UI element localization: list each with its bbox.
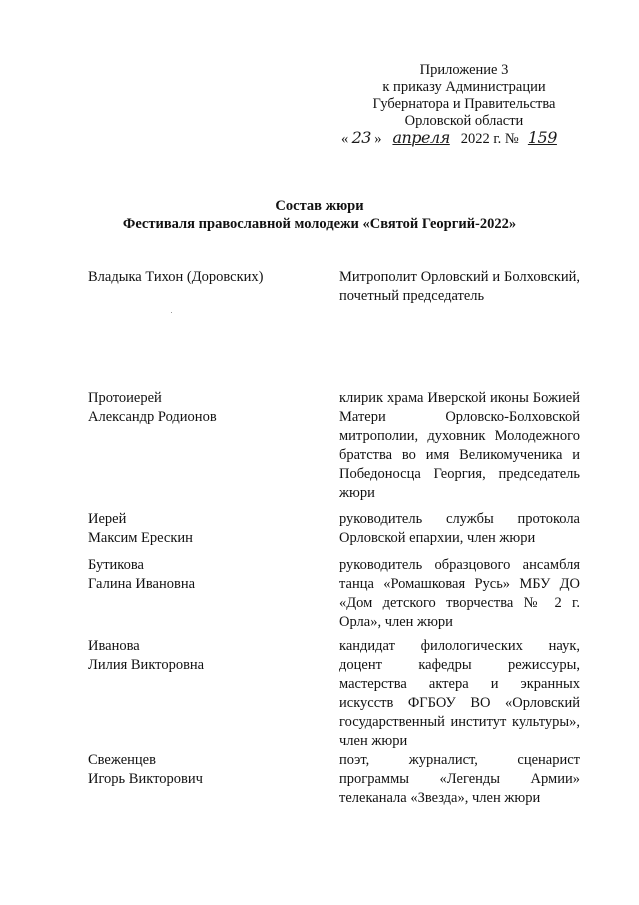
jury-member xyxy=(88,556,580,634)
member-name-line: Игорь Викторович xyxy=(88,771,203,787)
member-name xyxy=(88,637,298,675)
member-name-line: Иванова xyxy=(88,638,140,654)
handwritten-order-number: 159 xyxy=(527,128,557,147)
member-name-line: Лилия Викторовна xyxy=(88,657,205,673)
member-name-line: Бутикова xyxy=(88,557,144,573)
handwritten-day: 23 xyxy=(351,128,371,147)
member-role: поэт, журналист, сценарист программы «Легенды Армии» телеканала «Звезда», член жюри xyxy=(339,752,580,806)
member-role: клирик храма Иверской иконы Божией Матери Орловско-Болховской митрополии, духовник Молодежного братства во имя Великомученика и Победоносца Георгия, председатель жюри xyxy=(339,390,580,501)
close-quote: » xyxy=(374,131,382,147)
member-name xyxy=(88,268,298,287)
order-year-text: 2022 г. № xyxy=(460,131,519,147)
jury-member xyxy=(88,751,580,811)
jury-member xyxy=(88,637,580,753)
heading-subtitle: Фестиваля православной молодежи «Святой Георгий-2022» xyxy=(122,216,517,232)
member-name xyxy=(88,556,298,594)
member-role: кандидат филологических наук, доцент кафедры режиссуры, мастерства актера и экранных искусств ФГБОУ ВО «Орловский государственный институт культуры», член жюри xyxy=(339,638,580,749)
member-name-line: Владыка Тихон (Доровских) xyxy=(88,269,264,285)
jury-member xyxy=(88,389,580,505)
appendix-line: Губернатора и Правительства xyxy=(372,96,556,112)
member-name xyxy=(88,389,298,427)
member-name-line: Галина Ивановна xyxy=(88,576,196,592)
scan-speck xyxy=(171,312,172,313)
member-name-line: Максим Ерескин xyxy=(88,530,193,546)
member-name xyxy=(88,510,298,548)
appendix-line: Орловской области xyxy=(404,113,524,129)
appendix-line: Приложение 3 xyxy=(419,62,509,78)
appendix-block xyxy=(330,62,598,130)
heading-title: Состав жюри xyxy=(275,198,364,214)
member-role: руководитель службы протокола Орловской епархии, член жюри xyxy=(339,511,580,546)
order-date-line xyxy=(341,128,601,149)
member-name-line: Свеженцев xyxy=(88,752,156,768)
member-name-line: Протоиерей xyxy=(88,390,162,406)
appendix-line: к приказу Администрации xyxy=(382,79,546,95)
member-role: Митрополит Орловский и Болховский, почетный председатель xyxy=(339,269,580,304)
member-name xyxy=(88,751,298,789)
jury-member xyxy=(88,510,580,550)
member-name-line: Иерей xyxy=(88,511,127,527)
jury-member xyxy=(88,268,580,308)
member-name-line: Александр Родионов xyxy=(88,409,217,425)
open-quote: « xyxy=(341,131,349,147)
document-heading xyxy=(0,197,639,233)
member-role: руководитель образцового ансамбля танца «Ромашковая Русь» МБУ ДО «Дом детского творчества № 2 г. Орла», член жюри xyxy=(339,557,580,630)
handwritten-month: апреля xyxy=(392,128,450,147)
